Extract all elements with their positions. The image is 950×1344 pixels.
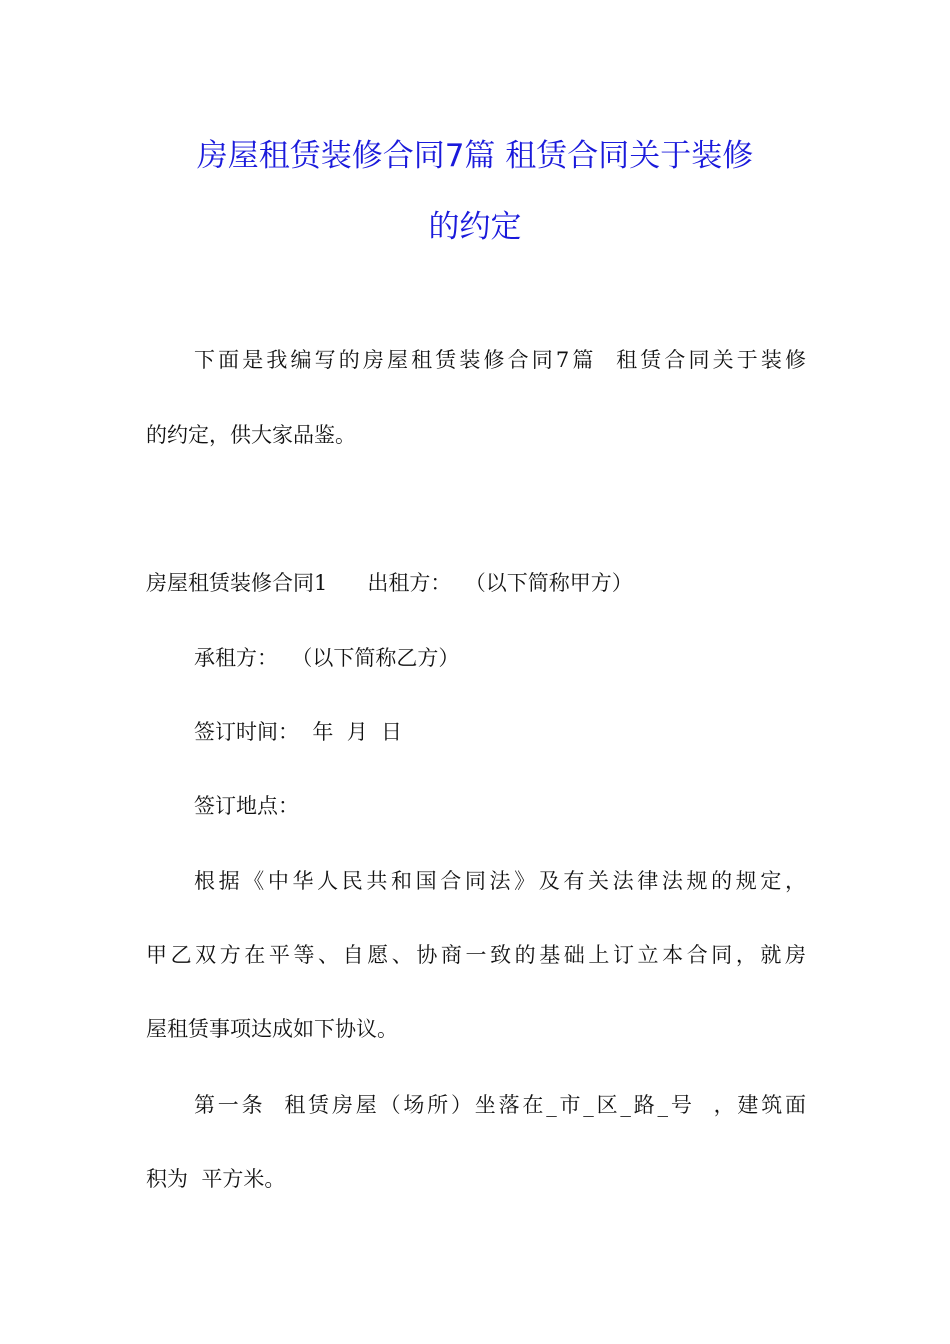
lessee-line: 承租方： （以下简称乙方） xyxy=(194,646,460,670)
sign-place-line: 签订地点： xyxy=(194,794,299,818)
article-1-line-1: 第一条 租赁房屋（场所）坐落在_市_区_路_号 ，建筑面 xyxy=(194,1093,806,1117)
sign-time-line: 签订时间： 年 月 日 xyxy=(194,720,403,744)
document-title-line-2: 的约定 xyxy=(428,209,522,245)
intro-paragraph-line-2: 的约定，供大家品鉴。 xyxy=(146,423,356,447)
intro-paragraph-line-1: 下面是我编写的房屋租赁装修合同7篇 租赁合同关于装修 xyxy=(194,348,806,372)
basis-paragraph-line-2: 甲乙双方在平等、自愿、协商一致的基础上订立本合同，就房 xyxy=(146,943,806,967)
contract-heading-lessor: 房屋租赁装修合同1 出租方： （以下简称甲方） xyxy=(146,571,633,595)
basis-paragraph-line-3: 屋租赁事项达成如下协议。 xyxy=(146,1017,398,1041)
document-title-line-1: 房屋租赁装修合同7篇 租赁合同关于装修 xyxy=(196,138,754,174)
article-1-line-2: 积为 平方米。 xyxy=(146,1167,286,1191)
basis-paragraph-line-1: 根据《中华人民共和国合同法》及有关法律法规的规定， xyxy=(194,869,806,893)
